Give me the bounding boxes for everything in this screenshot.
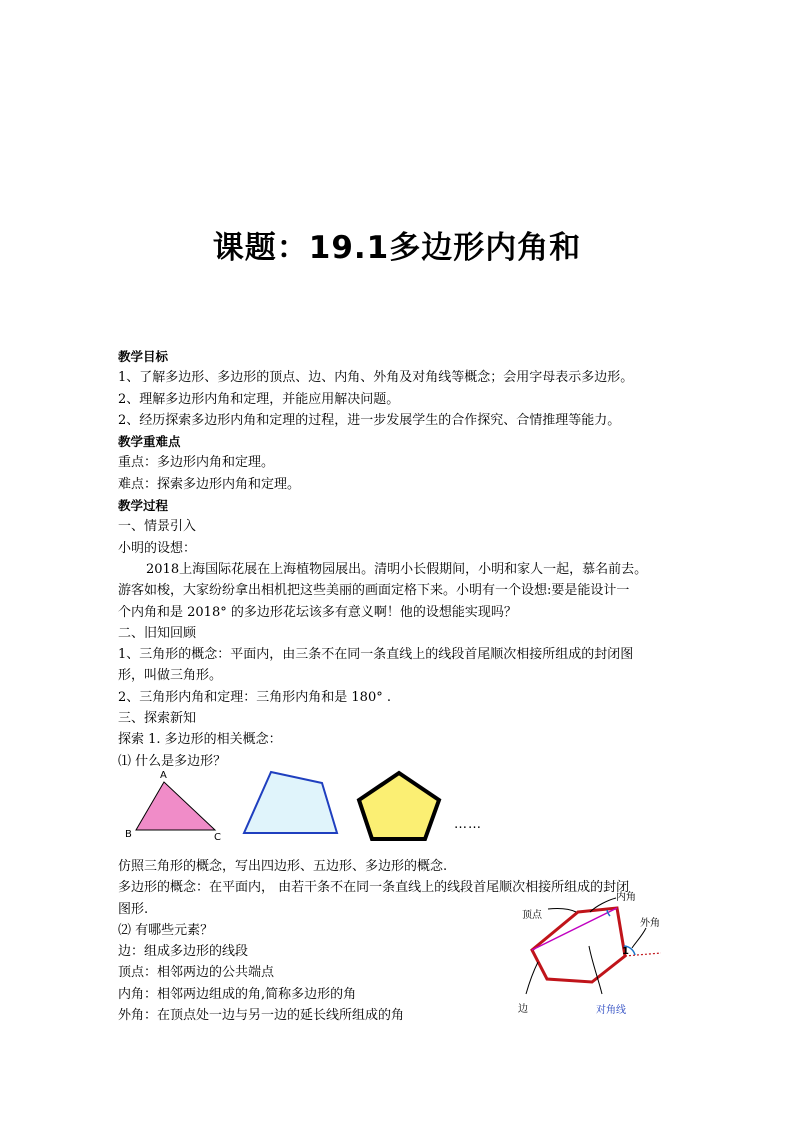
scenario-line-2: 游客如梭，大家纷纷拿出相机把这些美丽的画面定格下来。小明有一个设想:要是能设计一 — [118, 583, 630, 599]
exterior-angle-definition: 外角：在顶点处一边与另一边的延长线所组成的角 — [118, 1008, 405, 1024]
scenario-line-1: 2018上海国际花展在上海植物园展出。清明小长假期间，小明和家人一起，慕名前去。 — [146, 561, 648, 577]
ellipsis-dots: …… — [454, 817, 482, 832]
triangle-label-a: A — [160, 770, 167, 781]
label-edge: 边 — [518, 1004, 528, 1015]
triangle-label-c: C — [214, 832, 221, 843]
page-title: 课题：19.1多边形内角和 — [212, 230, 582, 266]
key-point: 重点：多边形内角和定理。 — [118, 455, 275, 471]
imitate-instruction: 仿照三角形的概念，写出四边形、五边形、多边形的概念. — [118, 858, 448, 874]
definition-line-2: 图形. — [118, 901, 149, 917]
polygon-outline — [532, 908, 625, 982]
triangle-label-b: B — [125, 829, 132, 840]
explore-1: 探索 1. 多边形的相关概念： — [118, 732, 282, 748]
polygon-elements-figure — [512, 884, 672, 1024]
review-2: 2、三角形内角和定理：三角形内角和是 180° . — [118, 689, 391, 705]
label-diagonal: 对角线 — [596, 1005, 626, 1016]
section-1-heading: 一、情景引入 — [118, 519, 197, 535]
interior-angle-definition: 内角：相邻两边组成的角,简称多边形的角 — [118, 986, 357, 1002]
difficult-point: 难点：探索多边形内角和定理。 — [118, 476, 301, 492]
key-heading: 教学重难点 — [118, 434, 181, 450]
question-1: ⑴ 什么是多边形？ — [118, 753, 227, 769]
goal-1: 1、了解多边形、多边形的顶点、边、内角、外角及对角线等概念；会用字母表示多边形。 — [118, 370, 634, 386]
label-interior-angle: 内角 — [616, 892, 636, 903]
label-exterior-angle: 外角 — [640, 918, 660, 929]
review-1-line-1: 1、三角形的概念：平面内，由三条不在同一条直线上的线段首尾顺次相接所组成的封闭图 — [118, 647, 634, 663]
xiaoming-label: 小明的设想： — [118, 540, 197, 556]
vertex-pointer — [548, 908, 576, 912]
pentagon-shape — [359, 773, 439, 839]
triangle-shape — [136, 782, 215, 830]
vertex-definition: 顶点：相邻两边的公共端点 — [118, 965, 275, 981]
section-3-heading: 三、探索新知 — [118, 711, 197, 727]
review-1-line-2: 形，叫做三角形。 — [118, 668, 223, 684]
goals-heading: 教学目标 — [118, 349, 169, 364]
exterior-angle-pointer — [632, 928, 646, 948]
edge-definition: 边：组成多边形的线段 — [118, 944, 249, 960]
diagonal-pointer — [589, 946, 602, 994]
polygon-examples-figure — [118, 762, 518, 844]
label-angle-one: 1 — [622, 946, 629, 957]
question-2: ⑵ 有哪些元素？ — [118, 922, 214, 938]
extension-line — [625, 953, 661, 956]
goal-2: 2、理解多边形内角和定理，并能应用解决问题。 — [118, 391, 400, 407]
scenario-line-3: 个内角和是 2018° 的多边形花坛该多有意义啊！他的设想能实现吗？ — [118, 604, 517, 620]
section-2-heading: 二、旧知回顾 — [118, 625, 197, 641]
edge-pointer — [526, 962, 538, 994]
quadrilateral-shape — [244, 772, 337, 833]
definition-line-1: 多边形的概念：在平面内， 由若干条不在同一条直线上的线段首尾顺次相接所组成的封闭 — [118, 880, 630, 896]
label-vertex: 顶点 — [522, 910, 542, 921]
goal-3: 2、经历探索多边形内角和定理的过程，进一步发展学生的合作探究、合情推理等能力。 — [118, 412, 621, 428]
process-heading: 教学过程 — [118, 498, 169, 514]
